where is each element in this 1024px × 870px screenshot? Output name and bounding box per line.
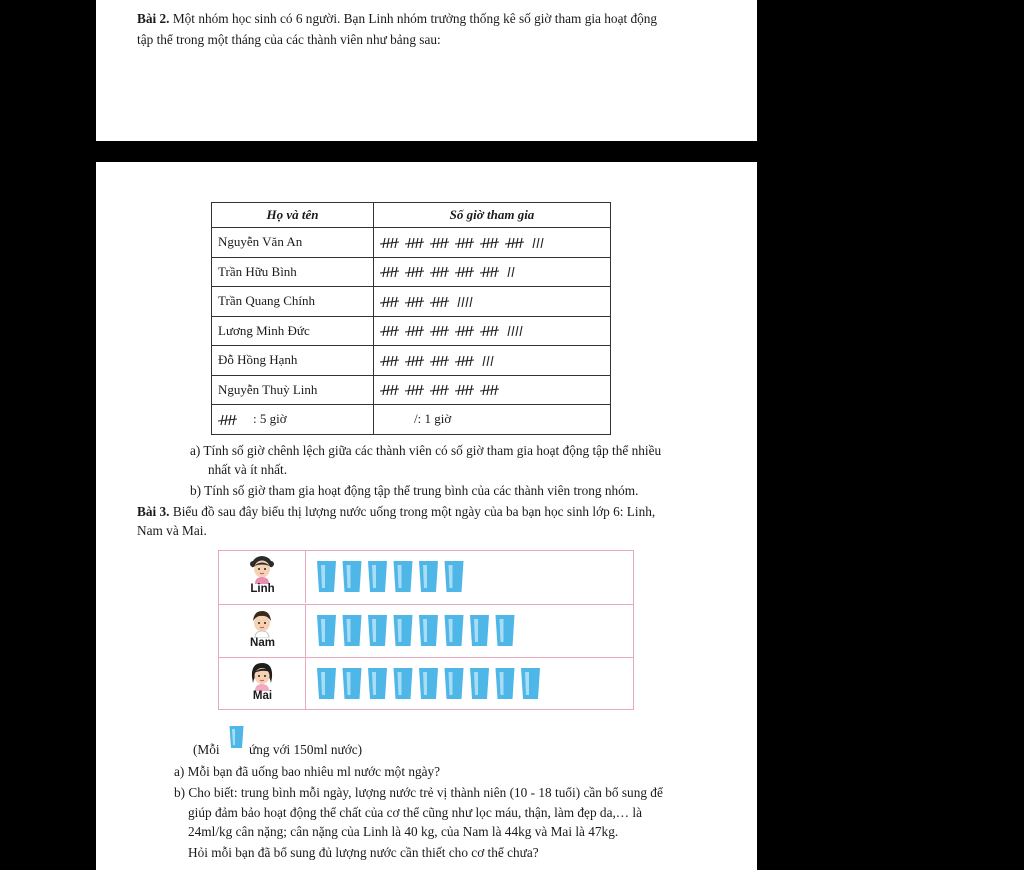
table-header-row — [212, 203, 611, 228]
bai3-line1: Bài 3. Biểu đồ sau đây biểu thị lượng nước uống trong một ngày của ba bạn học sinh lớp 6: Linh, — [137, 504, 656, 519]
tally-legend-row — [212, 405, 611, 435]
glass-nam-1 — [317, 615, 336, 646]
glass-linh-3 — [368, 561, 387, 592]
glasses-linh — [317, 560, 627, 594]
glass-legend-icon — [229, 725, 244, 749]
tally-marks — [380, 264, 525, 280]
chart-row-mai — [219, 657, 633, 710]
question-2a-line2: nhất và ít nhất. — [208, 462, 288, 477]
bai3-line2: Nam và Mai. — [137, 523, 207, 538]
header-hours: Số giờ tham gia — [374, 203, 611, 228]
glass-mai-8 — [496, 668, 515, 699]
tally-table — [211, 202, 611, 435]
tally-marks — [380, 353, 505, 369]
tally-cell — [374, 228, 611, 258]
tally-marks — [380, 294, 485, 310]
glass-mai-9 — [521, 668, 540, 699]
tally-cell — [374, 375, 611, 405]
tally-cell — [374, 346, 611, 376]
page-main — [96, 162, 757, 870]
tally-five-icon — [218, 412, 253, 428]
glasses-mai — [317, 667, 627, 701]
glass-mai-7 — [470, 668, 489, 699]
page-top — [96, 0, 757, 141]
glass-linh-2 — [343, 561, 362, 592]
chart-row-nam — [219, 604, 633, 657]
glass-mai-4 — [394, 668, 413, 699]
member-name: Trần Quang Chính — [212, 287, 374, 317]
glass-mai-3 — [368, 668, 387, 699]
table-row — [212, 287, 611, 317]
glass-mai-5 — [419, 668, 438, 699]
label-linh: Linh — [250, 583, 275, 595]
table-row — [212, 375, 611, 405]
question-3b-line3: 24ml/kg cân nặng; cân nặng của Linh là 40 kg, của Nam là 44kg và Mai là 47kg. — [188, 824, 619, 839]
tally-cell — [374, 316, 611, 346]
member-name: Trần Hữu Bình — [212, 257, 374, 287]
glass-linh-6 — [445, 561, 464, 592]
glass-nam-4 — [394, 615, 413, 646]
tally-marks — [380, 382, 515, 398]
glass-mai-6 — [445, 668, 464, 699]
chart-legend-prefix: (Mỗi — [193, 742, 220, 757]
glass-nam-2 — [343, 615, 362, 646]
question-2b: b) Tính số giờ tham gia hoạt động tập thể trung bình của các thành viên trong nhóm. — [190, 483, 639, 498]
bai2-line1: Bài 2. Một nhóm học sinh có 6 người. Bạn Linh nhóm trưởng thống kê số giờ tham gia hoạt động — [137, 11, 658, 26]
glass-linh-1 — [317, 561, 336, 592]
girl-avatar-icon — [249, 554, 275, 584]
question-3b-line2: giúp đảm bảo hoạt động thể chất của cơ thể cũng như lọc máu, thận, làm đẹp da,… là — [188, 805, 643, 820]
legend-five — [212, 405, 374, 435]
table-row — [212, 228, 611, 258]
bai2-line2: tập thể trong một tháng của các thành viên như bảng sau: — [137, 32, 441, 47]
water-pictograph — [218, 550, 634, 710]
table-row — [212, 257, 611, 287]
member-name: Đỗ Hồng Hạnh — [212, 346, 374, 376]
glass-mai-1 — [317, 668, 336, 699]
glass-nam-5 — [419, 615, 438, 646]
legend-five-text: : 5 giờ — [253, 410, 287, 426]
member-name: Nguyễn Thuỳ Linh — [212, 375, 374, 405]
avatar-cell — [219, 605, 306, 657]
member-name: Nguyễn Văn An — [212, 228, 374, 258]
tally-marks — [380, 323, 535, 339]
glass-linh-4 — [394, 561, 413, 592]
label-mai: Mai — [252, 690, 273, 702]
question-2a-line1: a) Tính số giờ chênh lệch giữa các thành viên có số giờ tham gia hoạt động tập thể nhiều — [190, 443, 662, 458]
table-row — [212, 346, 611, 376]
chart-row-linh — [219, 551, 633, 603]
tally-cell — [374, 257, 611, 287]
legend-one: /: 1 giờ — [374, 405, 611, 435]
question-3b-line4: Hỏi mỗi bạn đã bổ sung đủ lượng nước cần thiết cho cơ thể chưa? — [188, 845, 539, 860]
glass-nam-3 — [368, 615, 387, 646]
glass-nam-7 — [470, 615, 489, 646]
boy-avatar-icon — [249, 608, 275, 638]
glass-mai-2 — [343, 668, 362, 699]
avatar-cell — [219, 551, 306, 603]
glass-nam-8 — [496, 615, 515, 646]
girl-avatar-icon — [249, 661, 275, 691]
avatar-cell — [219, 658, 306, 710]
glass-nam-6 — [445, 615, 464, 646]
member-name: Lương Minh Đức — [212, 316, 374, 346]
question-3b-line1: b) Cho biết: trung bình mỗi ngày, lượng nước trẻ vị thành niên (10 - 18 tuổi) cần bổ sung để — [174, 785, 663, 800]
question-3a: a) Mỗi bạn đã uống bao nhiêu ml nước một ngày? — [174, 764, 441, 779]
label-nam: Nam — [250, 637, 275, 649]
tally-cell — [374, 287, 611, 317]
header-name: Họ và tên — [212, 203, 374, 228]
glasses-nam — [317, 614, 627, 648]
glass-linh-5 — [419, 561, 438, 592]
table-row — [212, 316, 611, 346]
tally-marks — [380, 235, 555, 251]
chart-legend-suffix: ứng với 150ml nước) — [249, 742, 363, 757]
